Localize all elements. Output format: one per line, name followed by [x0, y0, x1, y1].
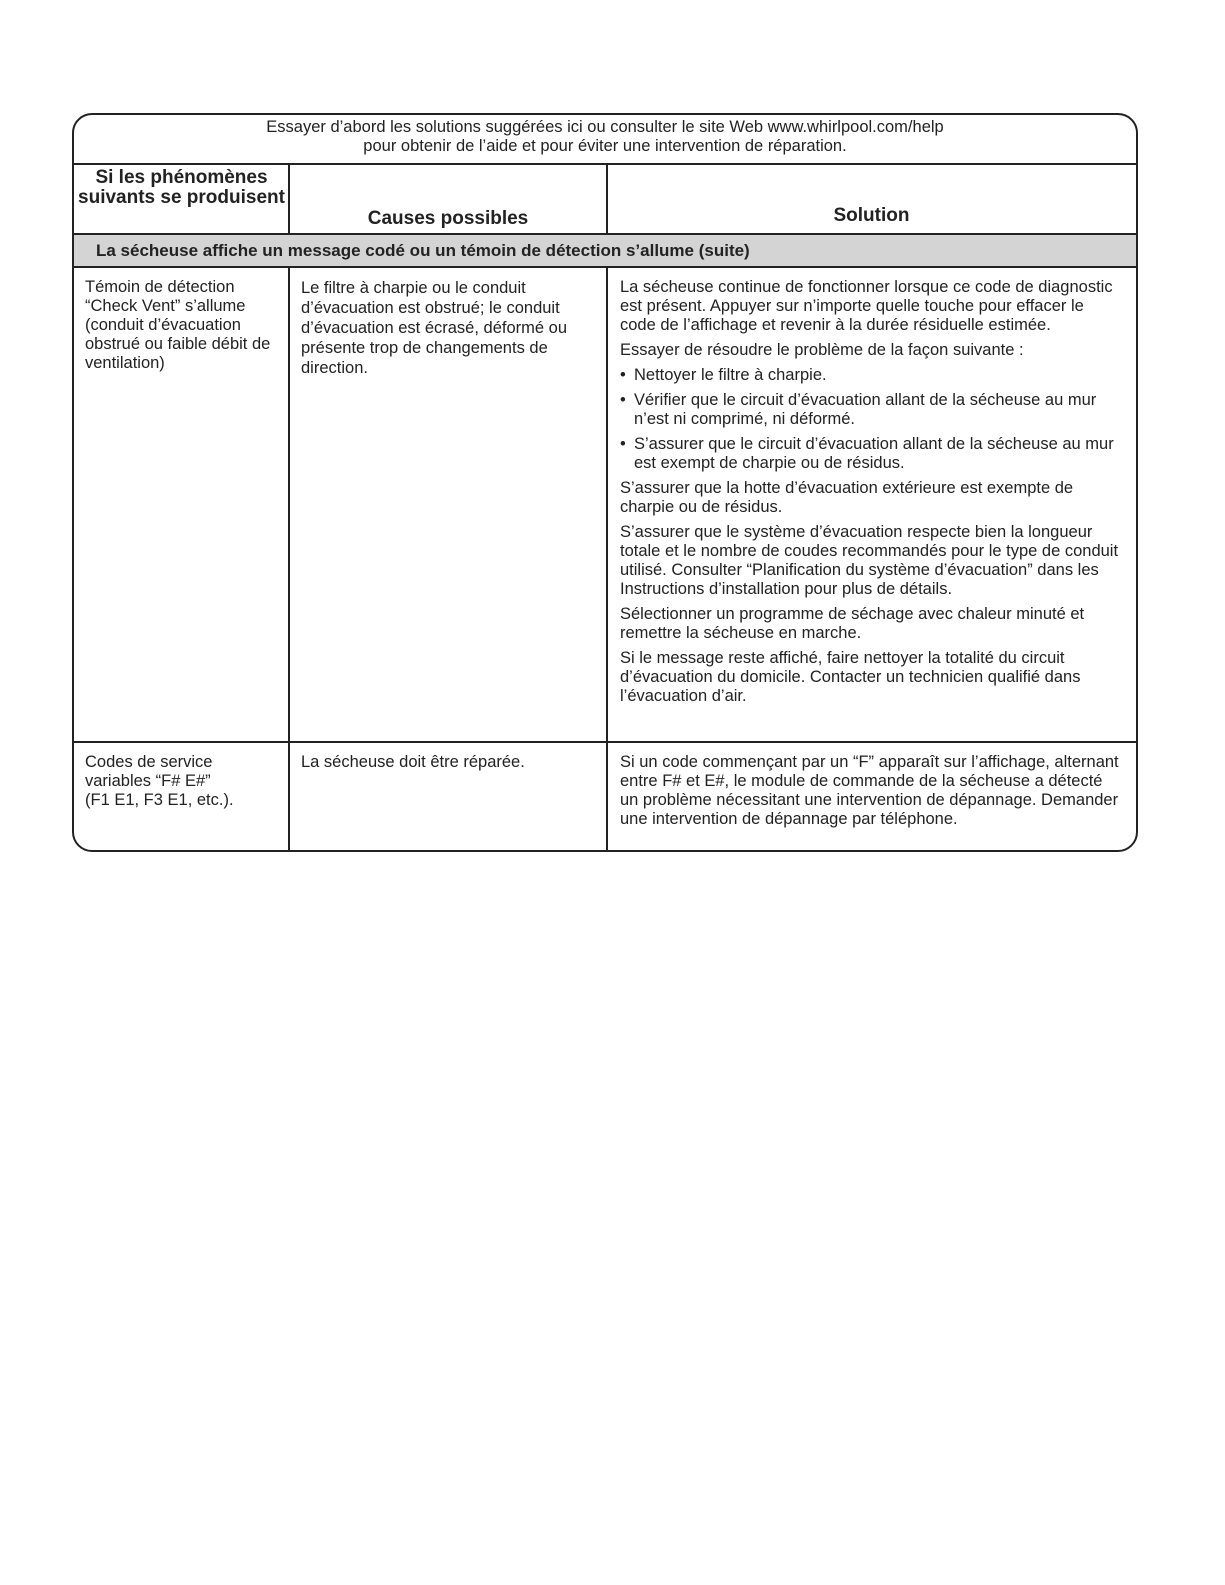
column-divider: [606, 268, 608, 852]
column-divider: [288, 165, 290, 235]
symptom-line: (F1 E1, F3 E1, etc.).: [85, 791, 234, 809]
table-row: [74, 268, 1136, 743]
solution-cell: [607, 268, 1136, 712]
solution-paragraph: S’assurer que la hotte d’évacuation extérieure est exempte de charpie ou de résidus.: [620, 479, 1074, 516]
symptom-cell: Témoin de détection “Check Vent” s’allume (conduit d’évacuation obstrué ou faible débit de ventilation): [85, 278, 271, 372]
solution-bullet: [620, 391, 1122, 429]
symptom-line: variables “F# E#”: [85, 772, 211, 790]
section-title: La sécheuse affiche un message codé ou un témoin de détection s’allume (suite): [74, 235, 1136, 268]
column-divider: [606, 165, 608, 235]
cause-cell: Le filtre à charpie ou le conduit d’évacuation est obstrué; le conduit d’évacuation est écrasé, déformé ou présente trop de changements de direction.: [301, 279, 567, 377]
troubleshooting-table: [72, 113, 1138, 852]
symptom-cell: [74, 743, 289, 810]
solution-cell: Si un code commençant par un “F” apparaît sur l’affichage, alternant entre F# et E#, le module de commande de la sécheuse a détecté un problème nécessitant une intervention de dépannage. Demander une intervention de dépannage par téléphone.: [620, 753, 1119, 828]
symptom-line: Codes de service: [85, 753, 213, 771]
solution-paragraph: Si le message reste affiché, faire nettoyer la totalité du circuit d’évacuation du domicile. Contacter un technicien qualifié dans l’évacuation d’air.: [620, 649, 1081, 705]
intro-note: [74, 115, 1136, 165]
bullet-text: Nettoyer le filtre à charpie.: [634, 366, 827, 384]
header-solution: [607, 165, 1136, 233]
table-header-row: [74, 165, 1136, 235]
solution-paragraph: La sécheuse continue de fonctionner lorsque ce code de diagnostic est présent. Appuyer sur n’importe quelle touche pour effacer le code de l’affichage et revenir à la durée résiduelle estimée.: [620, 278, 1113, 334]
bullet-dot: •: [620, 366, 626, 384]
bullet-dot: •: [620, 435, 626, 453]
solution-bullet: [620, 435, 1122, 473]
bullet-text: S’assurer que le circuit d’évacuation allant de la sécheuse au mur est exempt de charpie ou de résidus.: [634, 435, 1114, 472]
header-solution-label: Solution: [833, 205, 910, 226]
intro-line-1: Essayer d’abord les solutions suggérées ici ou consulter le site Web www.whirlpool.com/help: [266, 118, 944, 136]
column-divider: [288, 268, 290, 852]
cause-cell: La sécheuse doit être réparée.: [301, 753, 525, 771]
header-symptoms: Si les phénomènes suivants se produisent: [78, 167, 285, 208]
bullet-dot: •: [620, 391, 626, 409]
solution-paragraph: S’assurer que le système d’évacuation respecte bien la longueur totale et le nombre de coudes recommandés pour le type de conduit utilisé. Consulter “Planification du système d’évacuation” dans les Instructions d’installation pour plus de détails.: [620, 523, 1119, 598]
solution-paragraph: Essayer de résoudre le problème de la façon suivante :: [620, 341, 1024, 359]
intro-line-2: pour obtenir de l’aide et pour éviter une intervention de réparation.: [363, 137, 847, 155]
table-row: [74, 743, 1136, 850]
solution-paragraph: Sélectionner un programme de séchage avec chaleur minuté et remettre la sécheuse en marche.: [620, 605, 1085, 642]
solution-bullet: [620, 366, 1122, 385]
bullet-text: Vérifier que le circuit d’évacuation allant de la sécheuse au mur n’est ni comprimé, ni déformé.: [634, 391, 1097, 428]
header-causes-label: Causes possibles: [367, 208, 529, 229]
header-causes: [289, 165, 607, 233]
